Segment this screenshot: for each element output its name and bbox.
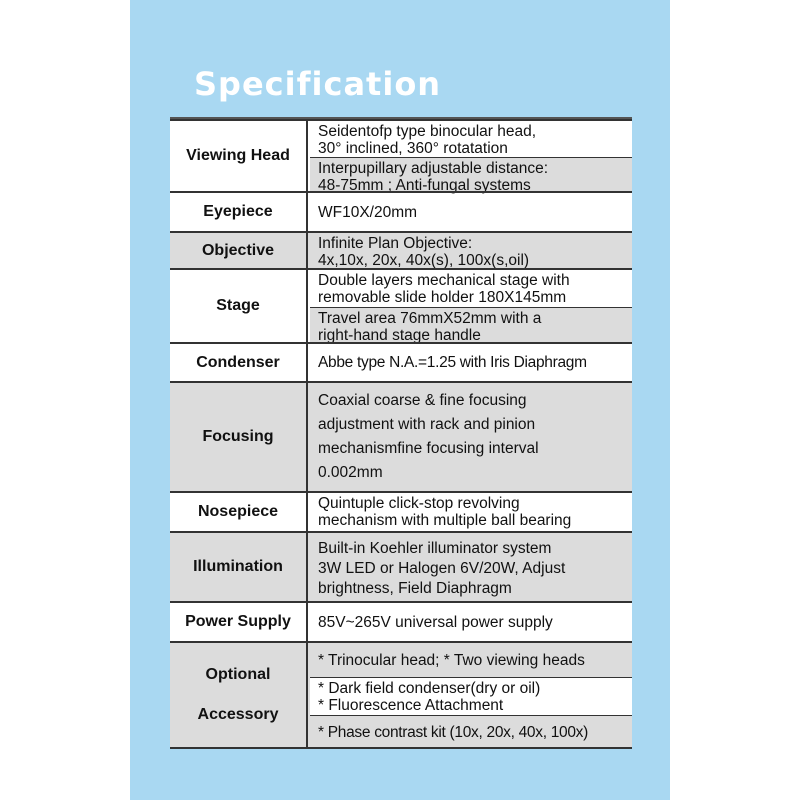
row-objective xyxy=(170,231,632,268)
row-label: Objective xyxy=(170,233,308,268)
value-cell: Travel area 76mmX52mm with a right-hand stage handle xyxy=(310,307,632,344)
value-cell: Quintuple click-stop revolving mechanism with multiple ball bearing xyxy=(318,495,572,529)
row-value xyxy=(310,533,632,601)
row-illumination xyxy=(170,531,632,601)
row-label: Nosepiece xyxy=(170,493,308,531)
page-title: Specification xyxy=(194,65,442,103)
row-label: Power Supply xyxy=(170,603,308,641)
header-bar xyxy=(170,55,632,119)
value-cell: * Trinocular head; * Two viewing heads xyxy=(318,651,585,669)
value-cell: Abbe type N.A.=1.25 with Iris Diaphragm xyxy=(318,354,587,371)
row-label: Stage xyxy=(170,270,308,342)
row-value xyxy=(310,643,632,747)
row-optional-accessory xyxy=(170,641,632,749)
row-value xyxy=(310,270,632,342)
row-power-supply xyxy=(170,601,632,641)
value-cell: Seidentofp type binocular head, 30° inclined, 360° rotatation xyxy=(318,123,537,157)
value-cell: 85V~265V universal power supply xyxy=(318,613,553,631)
row-value xyxy=(310,193,632,231)
row-value xyxy=(310,493,632,531)
row-label: Viewing Head xyxy=(170,121,308,191)
value-cell: Built-in Koehler illuminator system 3W LED or Halogen 6V/20W, Adjust brightness, Field Diaphragm xyxy=(318,540,566,597)
value-cell: Double layers mechanical stage with removable slide holder 180X145mm xyxy=(318,272,570,306)
row-value xyxy=(310,383,632,491)
row-viewing-head xyxy=(170,119,632,194)
value-cell: Interpupillary adjustable distance: 48-75mm ; Anti-fungal systems xyxy=(310,157,632,193)
value-cell: Infinite Plan Objective: 4x,10x, 20x, 40x(s), 100x(s,oil) xyxy=(318,235,530,269)
row-condenser xyxy=(170,342,632,381)
row-value xyxy=(310,344,632,381)
value-cell: Coaxial coarse & fine focusing adjustment with rack and pinion mechanismfine focusing interval 0.002mm xyxy=(318,392,539,481)
value-cell: * Dark field condenser(dry or oil) * Fluorescence Attachment xyxy=(310,677,632,715)
spec-table xyxy=(170,55,632,749)
row-label: Condenser xyxy=(170,344,308,381)
row-stage xyxy=(170,268,632,342)
row-label: Illumination xyxy=(170,533,308,601)
row-label: Eyepiece xyxy=(170,193,308,231)
row-value xyxy=(310,121,632,194)
row-eyepiece xyxy=(170,191,632,231)
row-value xyxy=(310,233,632,268)
row-label: Optional Accessory xyxy=(170,643,308,747)
row-label: Focusing xyxy=(170,383,308,491)
row-focusing xyxy=(170,381,632,491)
value-cell: WF10X/20mm xyxy=(318,203,418,221)
row-nosepiece xyxy=(170,491,632,531)
row-value xyxy=(310,603,632,641)
value-cell: * Phase contrast kit (10x, 20x, 40x, 100x) xyxy=(310,715,632,749)
